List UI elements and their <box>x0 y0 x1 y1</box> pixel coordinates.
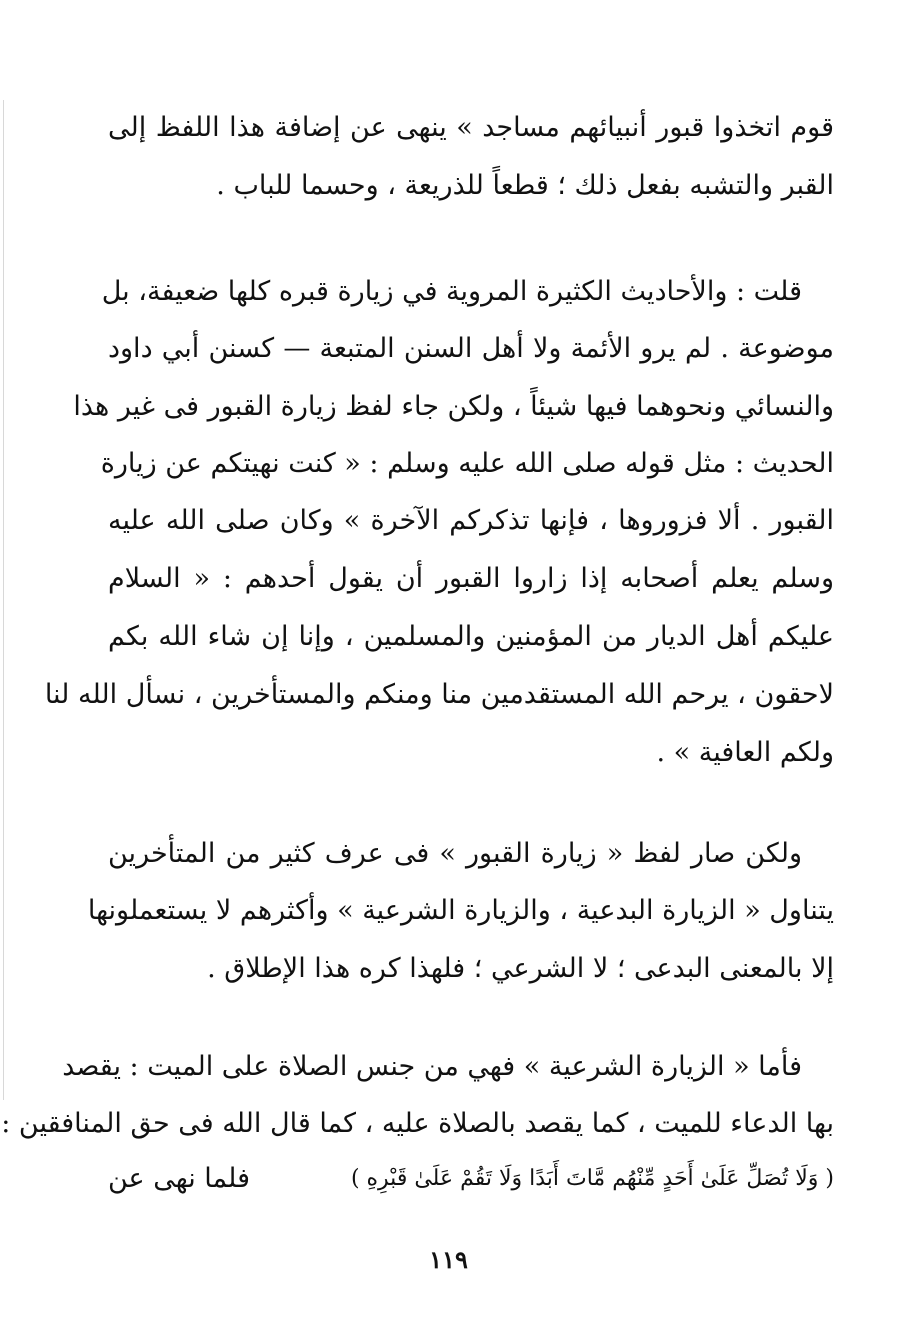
paragraph-2-line-3: والنسائي ونحوهما فيها شيئاً ، ولكن جاء لفظ زيارة القبور فى غير هذا <box>73 391 834 422</box>
paragraph-3-line-2: يتناول « الزيارة البدعية ، والزيارة الشرعية » وأكثرهم لا يستعملونها <box>87 895 834 926</box>
paragraph-2-line-9: ولكم العافية » . <box>656 737 834 768</box>
scan-edge-line <box>3 100 4 1100</box>
paragraph-2-line-5: القبور . ألا فزوروها ، فإنها تذكركم الآخرة » وكان صلى الله عليه <box>108 505 834 536</box>
paragraph-4-line-1: فأما « الزيارة الشرعية » فهي من جنس الصلاة على الميت : يقصد <box>62 1051 802 1082</box>
paragraph-2-line-4: الحديث : مثل قوله صلى الله عليه وسلم : « كنت نهيتكم عن زيارة <box>100 448 834 479</box>
paragraph-3-line-1: ولكن صار لفظ « زيارة القبور » فى عرف كثير من المتأخرين <box>108 838 802 869</box>
paragraph-1-line-1: قوم اتخذوا قبور أنبيائهم مساجد » ينهى عن إضافة هذا اللفظ إلى <box>108 112 834 143</box>
paragraph-2-line-1: قلت : والأحاديث الكثيرة المروية في زيارة قبره كلها ضعيفة، بل <box>101 276 802 307</box>
paragraph-2-line-8: لاحقون ، يرحم الله المستقدمين منا ومنكم والمستأخرين ، نسأل الله لنا <box>44 679 834 710</box>
paragraph-2-line-2: موضوعة . لم يرو الأئمة ولا أهل السنن المتبعة — كسنن أبي داود <box>108 333 834 364</box>
verse-continuation-text: فلما نهى عن <box>108 1163 250 1194</box>
page-number: ١١٩ <box>429 1245 468 1274</box>
paragraph-4-line-2: بها الدعاء للميت ، كما يقصد بالصلاة عليه ، كما قال الله فى حق المنافقين : <box>1 1108 834 1139</box>
quran-verse-row <box>108 1155 834 1203</box>
paragraph-3-line-3: إلا بالمعنى البدعى ؛ لا الشرعي ؛ فلهذا كره هذا الإطلاق . <box>207 953 834 984</box>
paragraph-1-line-2: القبر والتشبه بفعل ذلك ؛ قطعاً للذريعة ، وحسما للباب . <box>216 170 834 201</box>
paragraph-2-line-7: عليكم أهل الديار من المؤمنين والمسلمين ، وإنا إن شاء الله بكم <box>108 621 834 652</box>
paragraph-2-line-6: وسلم يعلم أصحابه إذا زاروا القبور أن يقول أحدهم : « السلام <box>108 563 834 594</box>
quran-verse: ( وَلَا تُصَلِّ عَلَىٰ أَحَدٍ مِّنْهُم مَّاتَ أَبَدًا وَلَا تَقُمْ عَلَىٰ قَبْرِهِ ) <box>350 1166 834 1191</box>
